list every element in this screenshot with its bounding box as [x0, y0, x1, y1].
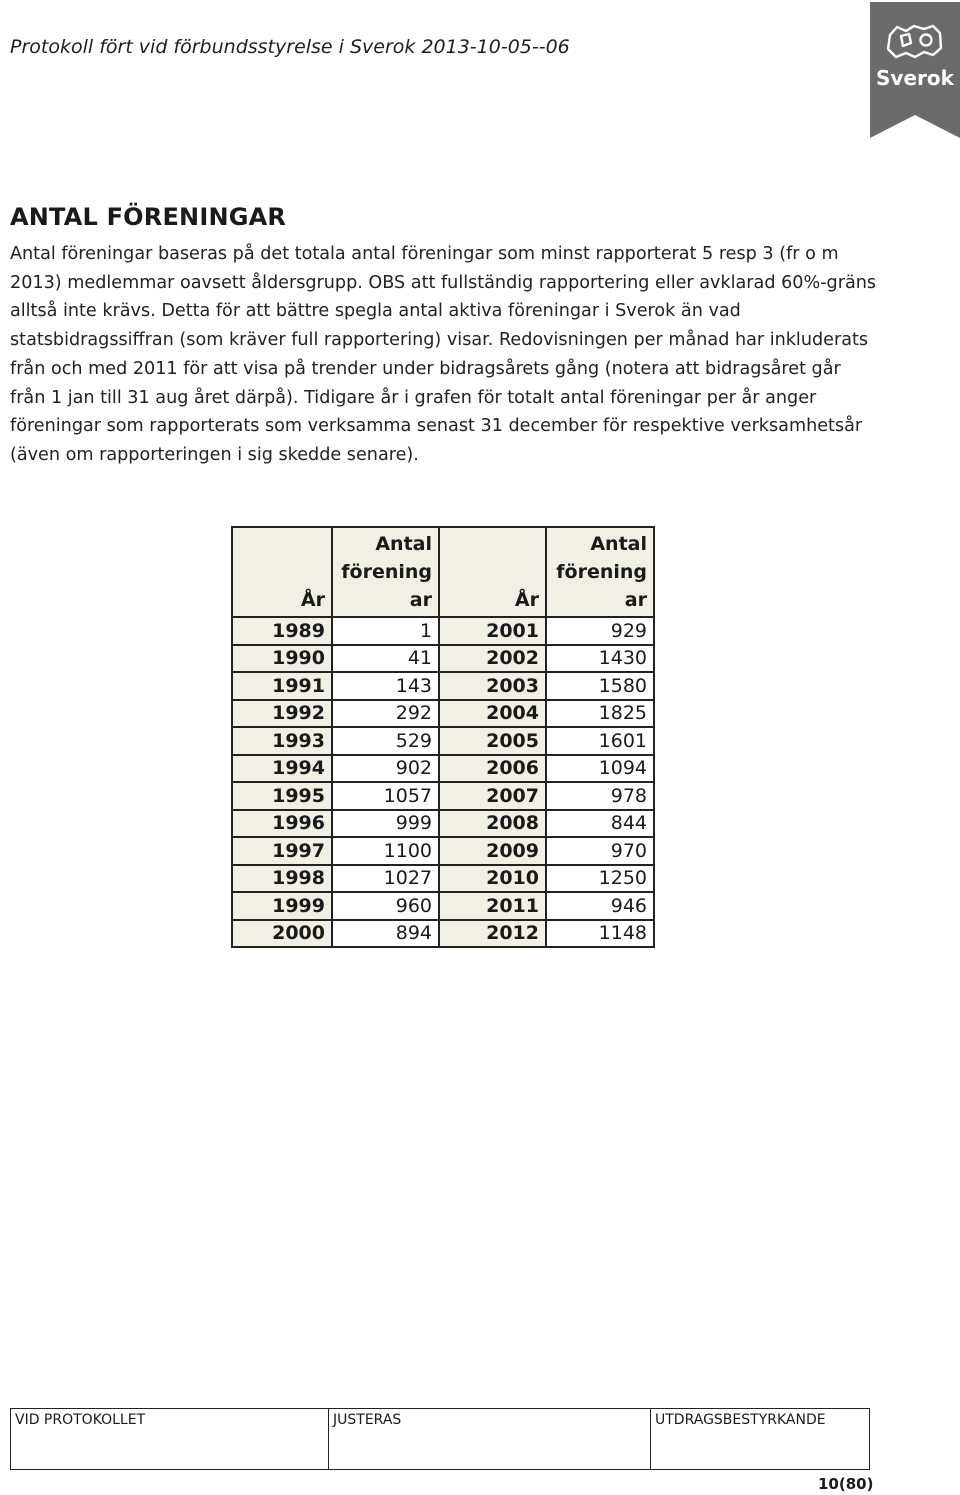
count-cell: 929	[546, 617, 654, 645]
year-cell: 1992	[232, 700, 332, 728]
count-cell: 1430	[546, 645, 654, 673]
year-cell: 2002	[439, 645, 546, 673]
year-cell: 1990	[232, 645, 332, 673]
year-cell: 1997	[232, 837, 332, 865]
count-cell: 143	[332, 672, 439, 700]
table-row	[232, 727, 654, 755]
header-count-2-line2: förening	[556, 561, 647, 583]
year-cell: 1998	[232, 865, 332, 893]
year-cell: 2008	[439, 810, 546, 838]
header-year-2: År	[439, 527, 546, 617]
year-cell: 2011	[439, 892, 546, 920]
count-cell: 844	[546, 810, 654, 838]
table-row	[232, 837, 654, 865]
table-row	[232, 892, 654, 920]
count-cell: 41	[332, 645, 439, 673]
year-cell: 1994	[232, 755, 332, 783]
table-row	[232, 672, 654, 700]
header-count-1-line1: Antal	[375, 533, 432, 555]
count-cell: 1	[332, 617, 439, 645]
count-cell: 1580	[546, 672, 654, 700]
header-count-1	[332, 527, 439, 617]
year-cell: 2004	[439, 700, 546, 728]
table-row	[232, 645, 654, 673]
header-count-1-line2: förening	[341, 561, 432, 583]
table-row	[232, 700, 654, 728]
association-count-table	[231, 526, 655, 948]
signature-footer	[10, 1408, 870, 1470]
table-row	[232, 920, 654, 948]
logo-wordmark: Sverok	[876, 66, 954, 90]
year-cell: 2012	[439, 920, 546, 948]
count-cell: 1825	[546, 700, 654, 728]
footer-utdragsbestyrkande: UTDRAGSBESTYRKANDE	[655, 1412, 826, 1428]
table-row	[232, 865, 654, 893]
section-heading: ANTAL FÖRENINGAR	[10, 203, 287, 231]
count-cell: 1027	[332, 865, 439, 893]
page-number: 10(80)	[818, 1475, 874, 1493]
year-cell: 2010	[439, 865, 546, 893]
count-cell: 902	[332, 755, 439, 783]
year-cell: 2007	[439, 782, 546, 810]
footer-justeras: JUSTERAS	[329, 1409, 651, 1469]
year-cell: 2006	[439, 755, 546, 783]
count-cell: 1148	[546, 920, 654, 948]
intro-paragraph: Antal föreningar baseras på det totala antal föreningar som minst rapporterat 5 resp 3 (fr o m 2013) medlemmar oavsett åldersgrupp. OBS att fullständig rapportering eller avklarad 60%-gräns alltså inte krävs. Detta för att bättre spegla antal aktiva föreningar i Sverok än vad statsbidragssiffran (som kräver full rapportering) visar. Redovisningen per månad har inkluderats från och med 2011 för att visa på trender under bidragsårets gång (notera att bidragsåret går från 1 jan till 31 aug året därpå). Tidigare år i grafen för totalt antal föreningar per år anger föreningar som rapporterats som verksamma senast 31 december för respektive verksamhetsår (även om rapporteringen i sig skedde senare).	[10, 244, 877, 465]
year-cell: 2000	[232, 920, 332, 948]
count-cell: 970	[546, 837, 654, 865]
header-count-2-line3: ar	[624, 589, 647, 611]
count-cell: 529	[332, 727, 439, 755]
header-year-1: År	[232, 527, 332, 617]
table-header-row	[232, 527, 654, 617]
count-cell: 978	[546, 782, 654, 810]
footer-vid-protokollet: VID PROTOKOLLET	[11, 1409, 329, 1469]
year-cell: 1995	[232, 782, 332, 810]
header-count-1-line3: ar	[409, 589, 432, 611]
count-cell: 292	[332, 700, 439, 728]
count-cell: 1057	[332, 782, 439, 810]
document-header-title: Protokoll fört vid förbundsstyrelse i Sverok 2013-10-05--06	[10, 36, 570, 58]
count-cell: 1250	[546, 865, 654, 893]
sverok-logo	[870, 2, 960, 138]
year-cell: 2009	[439, 837, 546, 865]
year-cell: 1993	[232, 727, 332, 755]
count-cell: 1100	[332, 837, 439, 865]
count-cell: 1094	[546, 755, 654, 783]
count-cell: 894	[332, 920, 439, 948]
count-cell: 1601	[546, 727, 654, 755]
header-count-2	[546, 527, 654, 617]
table-row	[232, 810, 654, 838]
year-cell: 2003	[439, 672, 546, 700]
count-cell: 999	[332, 810, 439, 838]
count-cell: 946	[546, 892, 654, 920]
year-cell: 1989	[232, 617, 332, 645]
count-cell: 960	[332, 892, 439, 920]
table-row	[232, 755, 654, 783]
year-cell: 1999	[232, 892, 332, 920]
year-cell: 1991	[232, 672, 332, 700]
year-cell: 2001	[439, 617, 546, 645]
header-count-2-line1: Antal	[590, 533, 647, 555]
table-row	[232, 782, 654, 810]
table-row	[232, 617, 654, 645]
year-cell: 2005	[439, 727, 546, 755]
year-cell: 1996	[232, 810, 332, 838]
